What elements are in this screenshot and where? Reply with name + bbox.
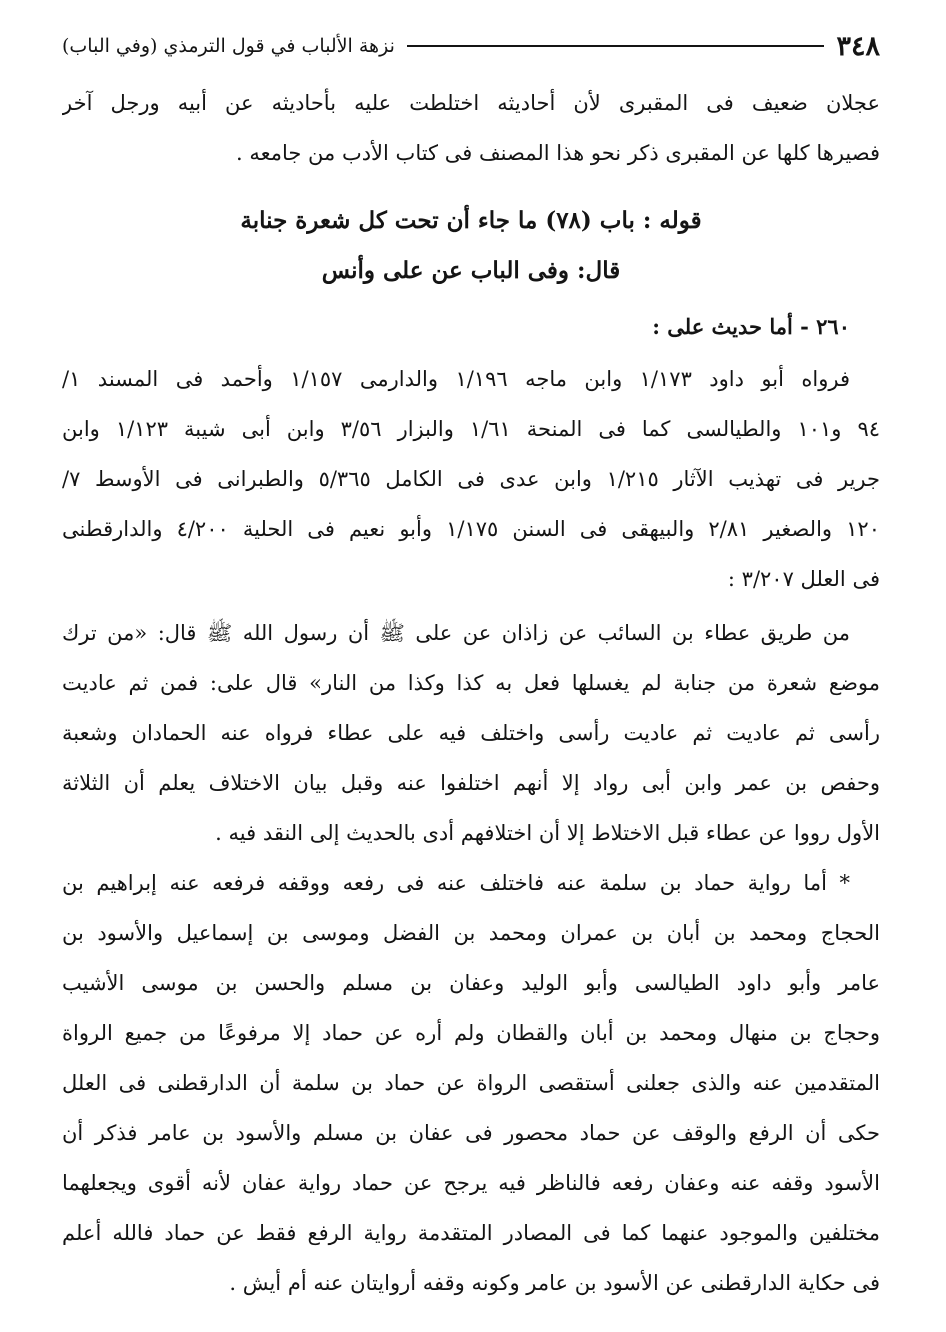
chapter-heading: قوله : باب (٧٨) ما جاء أن تحت كل شعرة جنابة [240, 207, 702, 234]
text-line: عامر وأبو داود الطيالسى وأبو الوليد وعفان بن مسلم والحسن بن موسى الأشيب [62, 971, 880, 995]
text-line: مختلفين والموجود عنهما كما فى المصادر المتقدمة رواية الرفع فقط عن حماد فالله أعلم [62, 1221, 880, 1245]
text-line: موضع شعرة من جنابة لم يغسلها فعل به كذا وكذا من النار» قال على: فمن ثم عاديت [62, 671, 880, 695]
text-line: فصيرها كلها عن المقبرى ذكر نحو هذا المصنف فى كتاب الأدب من جامعه . [235, 141, 880, 165]
text-line: من طريق عطاء بن السائب عن زاذان عن على ﷺ أن رسول الله ﷺ قال: «من ترك [62, 621, 850, 645]
text-line: فرواه أبو داود ١/١٧٣ وابن ماجه ١/١٩٦ والدارمى ١/١٥٧ وأحمد فى المسند ١/ [62, 367, 850, 391]
text-line: عجلان ضعيف فى المقبرى لأن أحاديثه اختلطت عليه بأحاديثه عن أبيه ورجل آخر [62, 91, 880, 115]
header-rule [407, 45, 825, 47]
running-title: نزهة الألباب في قول الترمذي (وفي الباب) [62, 35, 395, 57]
text-line: ١٢٠ والصغير ٢/٨١ والبيهقى فى السنن ١/١٧٥ وأبو نعيم فى الحلية ٤/٢٠٠ والدارقطنى [62, 517, 880, 541]
page-number: ٣٤٨ [836, 30, 880, 62]
text-line: الأسود وقفه عنه وعفان رفعه فالناظر فيه يرجح عن حماد رواية عفان لأنه أقوى ويجعلهما [62, 1171, 880, 1195]
text-line: وحفص بن عمر وابن أبى رواد إلا أنهم اختلفوا عنه وقبل بيان الاختلاف يعلم أن الثلاثة [62, 771, 880, 795]
text-line: فى حكاية الدارقطنى عن الأسود بن عامر وكونه وقفه أروايتان عنه أم أيش . [229, 1271, 880, 1295]
text-line: حكى أن الرفع والوقف عن حماد محصور فى عفان بن مسلم والأسود بن عامر فذكر أن [62, 1121, 880, 1145]
text-line: جرير فى تهذيب الآثار ١/٢١٥ وابن عدى فى الكامل ٥/٣٦٥ والطبرانى فى الأوسط ٧/ [62, 467, 880, 491]
text-line: * أما رواية حماد بن سلمة عنه فاختلف عنه فى رفعه ووقفه فرفعه عنه إبراهيم بن [62, 871, 850, 895]
text-line: فى العلل ٣/٢٠٧ : [727, 567, 880, 591]
section-heading: ٢٦٠ - أما حديث على : [652, 314, 850, 339]
text-line: الأول رووا عن عطاء قبل الاختلاط إلا أن اختلافهم أدى بالحديث إلى النقد فيه . [215, 821, 880, 845]
running-header [62, 26, 880, 66]
text-line: وحجاج بن منهال ومحمد بن أبان والقطان ولم أره عن حماد إلا مرفوعًا من جميع الرواة [62, 1021, 880, 1045]
text-line: الحجاج ومحمد بن أبان بن عمران ومحمد بن الفضل وموسى بن إسماعيل والأسود بن [62, 921, 880, 945]
text-line: ٩٤ و١٠١ والطيالسى كما فى المنحة ١/٦١ والبزار ٣/٥٦ وابن أبى شيبة ١/١٢٣ وابن [62, 417, 880, 441]
text-line: المتقدمين عنه والذى جعلنى أستقصى الرواة عن حماد بن سلمة أن الدارقطنى فى العلل [62, 1071, 880, 1095]
text-line: رأسى ثم عاديت ثم عاديت رأسى واختلف فيه على عطاء فرواه عنه الحمادان وشعبة [62, 721, 880, 745]
chapter-subheading: قال: وفى الباب عن على وأنس [321, 257, 621, 284]
